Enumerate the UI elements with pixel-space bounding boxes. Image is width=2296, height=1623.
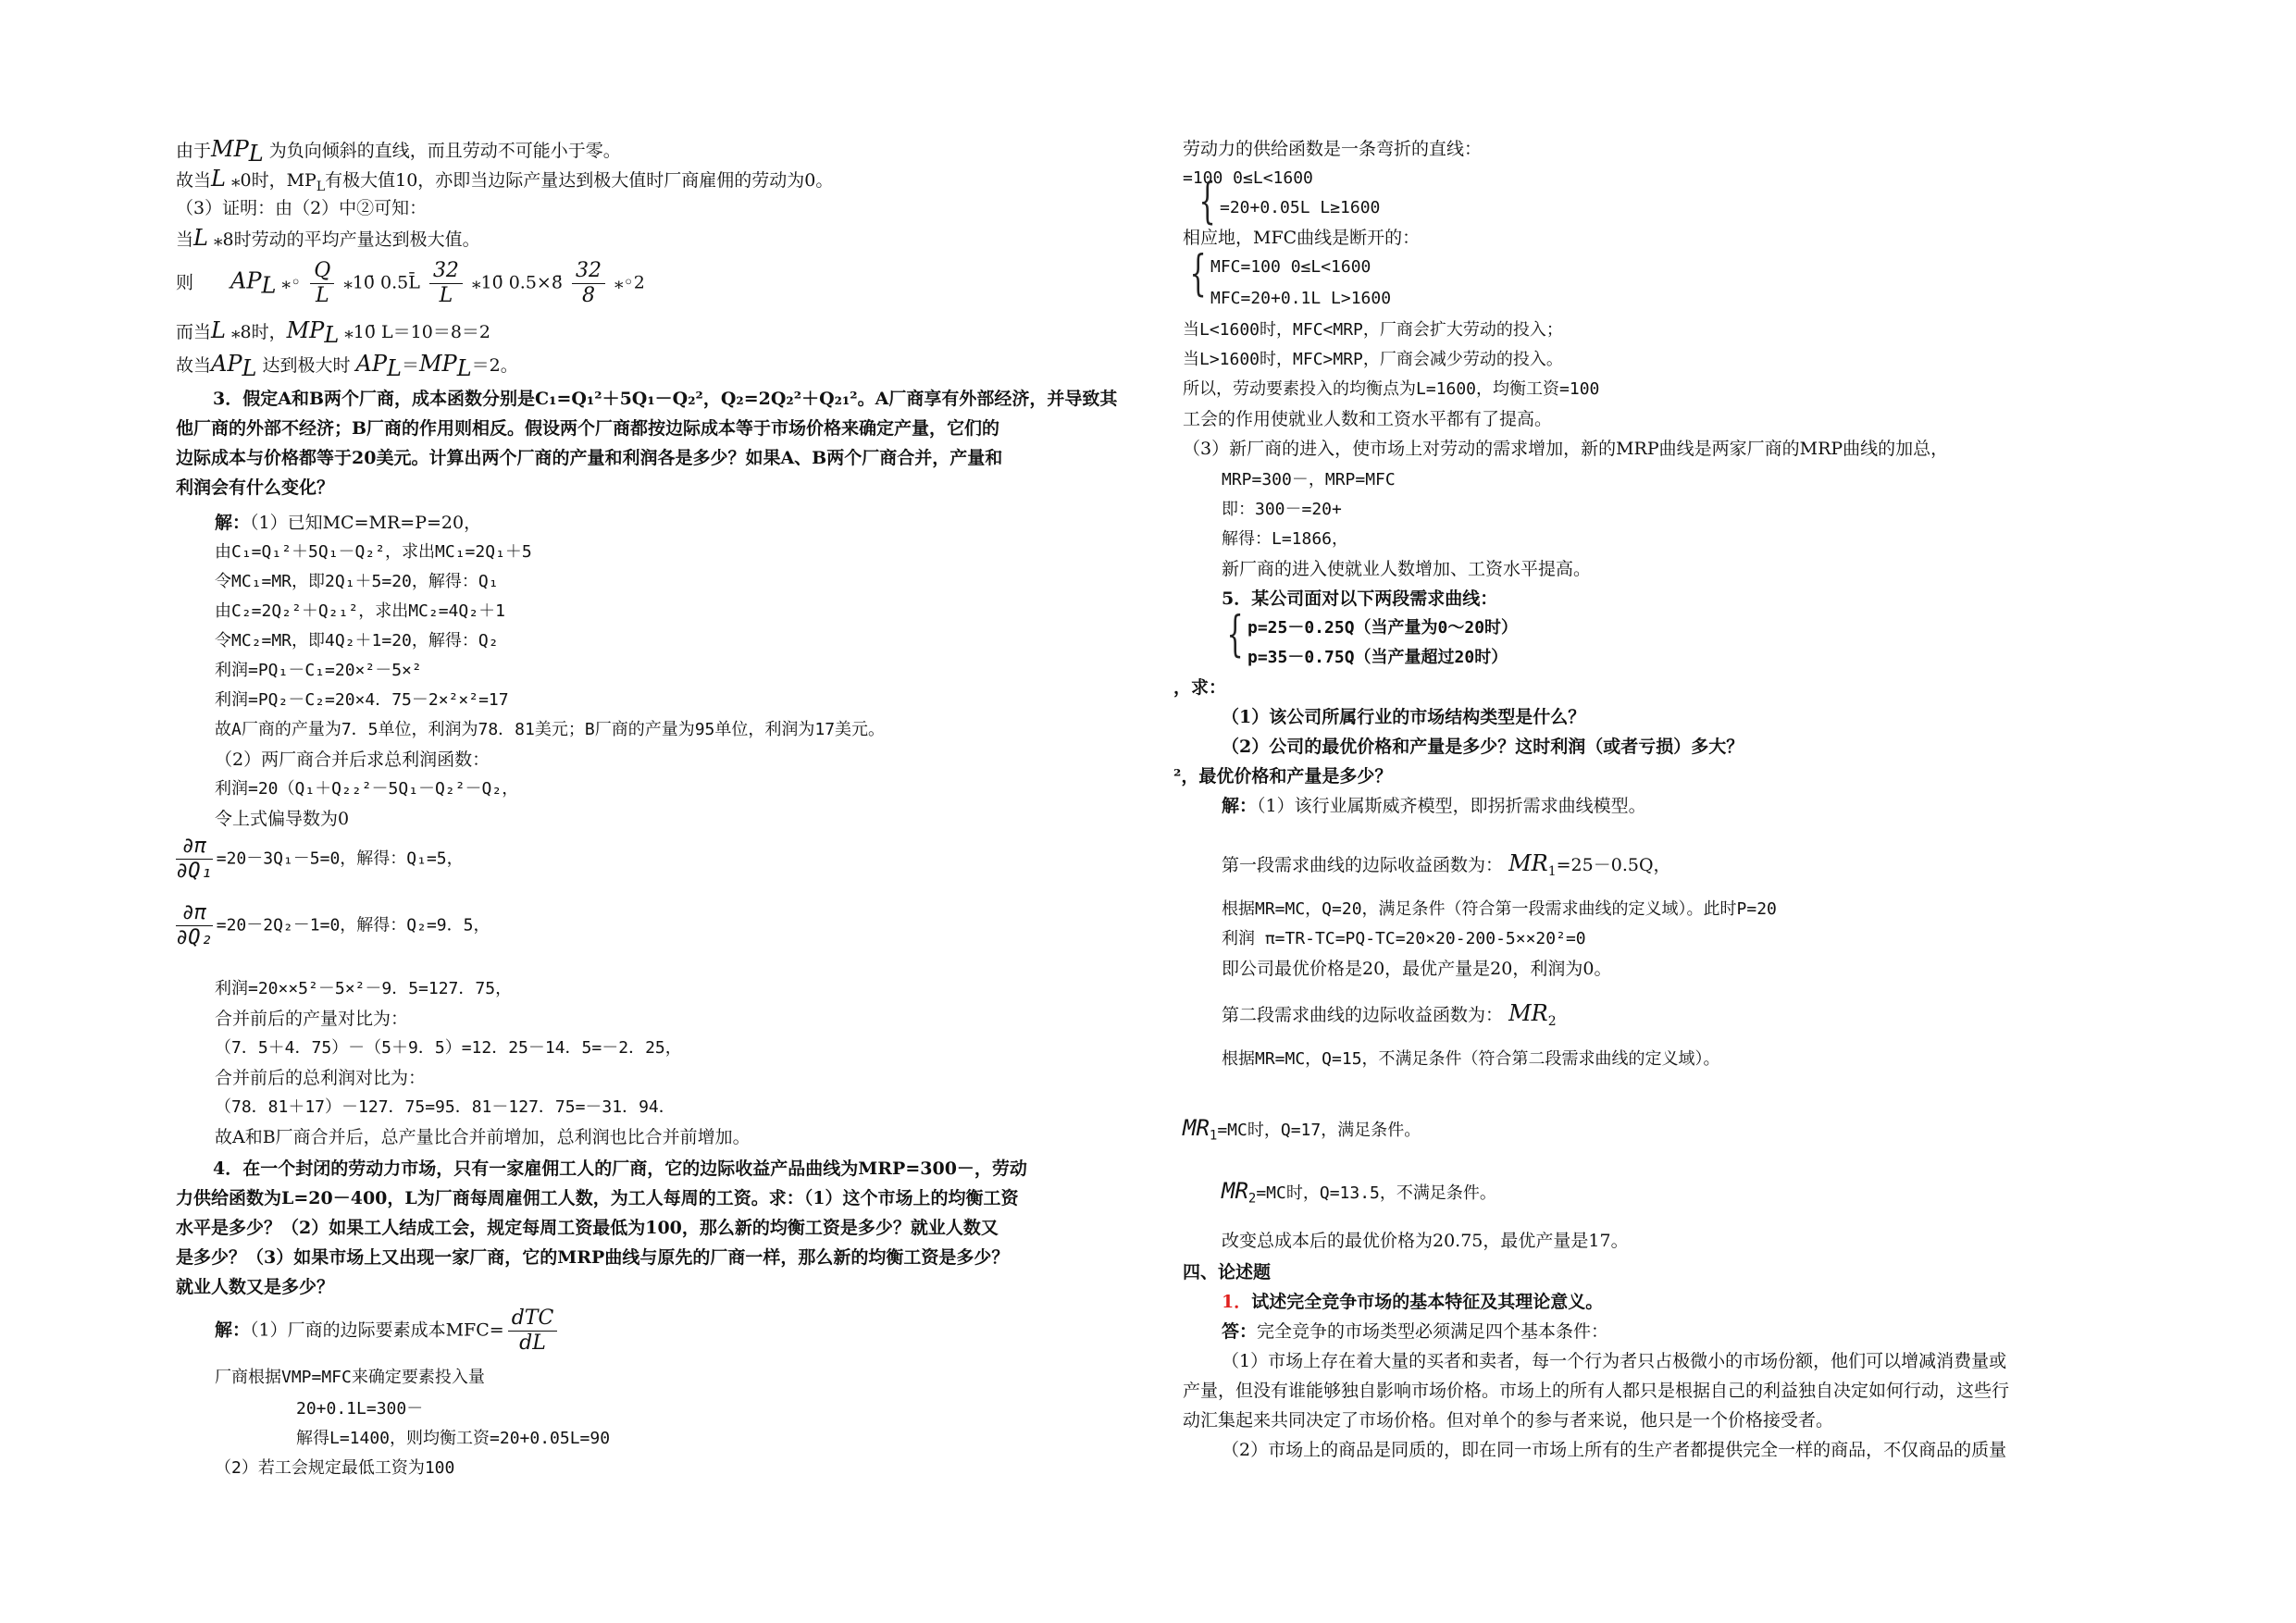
answer-line: 令上式偏导数为0	[215, 809, 350, 829]
question-4: 水平是多少？（2）如果工人结成工会，规定每周工资最低为100，那么新的均衡工资是多少？就业人数又	[176, 1218, 999, 1238]
text-line: 工会的作用使就业人数和工资水平都有了提高。	[1183, 409, 1553, 429]
text-line: 新厂商的进入使就业人数增加、工资水平提高。	[1222, 559, 1592, 579]
answer-line: 改变总成本后的最优价格为20.75，最优产量是17。	[1222, 1231, 1629, 1251]
answer-line: （2）市场上的商品是同质的，即在同一市场上所有的生产者都提供完全一样的商品，不仅商品的质量	[1222, 1440, 2007, 1460]
question-4: 就业人数又是多少？	[176, 1277, 335, 1297]
answer-line: 厂商根据VMP=MFC来确定要素投入量	[215, 1368, 485, 1387]
text-line: 即：300－=20+	[1222, 500, 1342, 519]
answer-line: 答：完全竞争的市场类型必须满足四个基本条件：	[1222, 1321, 1609, 1342]
text-line: 当L ⁎8时劳动的平均产量达到极大值。	[176, 225, 480, 251]
question-3: 他厂商的外部不经济；B厂商的作用则相反。假设两个厂商都按边际成本等于市场价格来确定产量，它们的	[176, 418, 1000, 439]
fraction: $\frac{Q}{L}$	[310, 259, 334, 308]
answer-line: 利润=PQ₁－C₁=20×²－5×²	[215, 661, 422, 680]
question-3: 利润会有什么变化？	[176, 477, 335, 498]
text-line: 相应地，MFC曲线是断开的：	[1183, 228, 1421, 248]
answer-line: （2）两厂商合并后求总利润函数：	[215, 750, 490, 770]
answer-line: 由C₂=2Q₂²＋Q₂₁²，求出MC₂=4Q₂＋1	[215, 601, 505, 621]
text-line: （3）证明：由（2）中②可知：	[176, 198, 428, 218]
answer-line: （7．5＋4．75）－（5＋9．5）=12．25－14．5=－2．25，	[215, 1038, 682, 1058]
answer-line: 解：（1）已知MC=MR=P=20，	[215, 513, 482, 533]
fraction: $\frac{32}{L}$	[429, 259, 463, 308]
text-line: =20+0.05L L≥1600	[1220, 198, 1381, 217]
question-4: 4．在一个封闭的劳动力市场，只有一家雇佣工人的厂商，它的边际收益产品曲线为MRP=300－，劳动	[213, 1158, 1027, 1179]
answer-line: $MR_2=MC$时，Q=13.5，不满足条件。	[1222, 1178, 1496, 1207]
partial-derivative: $\frac{\partial\pi}{\text{∂Q₁}}$	[176, 835, 213, 883]
question-5: （1）该公司所属行业的市场结构类型是什么？	[1222, 707, 1586, 727]
text-line: 所以，劳动要素投入的均衡点为L=1600，均衡工资=100	[1183, 379, 1600, 399]
brace-icon: {	[1198, 174, 1216, 229]
brace-icon: {	[1226, 607, 1244, 663]
text-line: MRP=300－，MRP=MFC	[1222, 470, 1396, 489]
answer-line: （2）若工会规定最低工资为100	[215, 1458, 455, 1478]
text-line: MFC=100 0≤L<1600	[1210, 257, 1371, 277]
math-line: 则 $AP_L$ ⁎◦ $\frac{Q}{L}$ ⁎10̄ 0.5L̄ $\frac{32}{L}$ ⁎10̄ 0.5×8̄ $\frac{32}{8}$ ⁎◦2	[176, 259, 645, 307]
question-3: 边际成本与价格都等于20美元。计算出两个厂商的产量和利润各是多少？如果A、B两个厂商合并，产量和	[176, 448, 1003, 468]
answer-line: 由C₁=Q₁²＋5Q₁－Q₂²，求出MC₁=2Q₁＋5	[215, 542, 532, 562]
answer-line: 利润 π=TR-TC=PQ-TC=20×20-200-5××20²=0	[1222, 929, 1586, 948]
math-line: $\frac{\partial\pi}{\text{∂Q₂}}$ =20－2Q₂－1=0，解得：Q₂=9．5，	[176, 901, 490, 949]
answer-line: 动汇集起来共同决定了市场价格。但对单个的参与者来说，他只是一个价格接受者。	[1183, 1410, 1834, 1431]
math-line: $\frac{\partial\pi}{\text{∂Q₁}}$ =20－3Q₁－5=0，解得：Q₁=5，	[176, 835, 464, 883]
answer-line: 即公司最优价格是20，最优产量是20，利润为0。	[1222, 959, 1612, 979]
question-4: 力供给函数为L=20－400，L为厂商每周雇佣工人数，为工人每周的工资。求：（1）这个市场上的均衡工资	[176, 1188, 1019, 1208]
text-line: 而当L ⁎8时，$MP_L$ ⁎10̄ L＝10＝8＝2	[176, 317, 490, 348]
text-line: MFC=20+0.1L L>1600	[1210, 289, 1392, 308]
answer-line: 令MC₁=MR，即2Q₁＋5=20，解得：Q₁	[215, 572, 499, 591]
section-heading: 四、论述题	[1183, 1262, 1272, 1282]
text-line: 故当$AP_L$ 达到极大时 $AP_L=MP_L=2$。	[176, 351, 518, 381]
answer-line: 利润=PQ₂－C₂=20×4．75－2×²×²=17	[215, 690, 509, 710]
question-4: 是多少？（3）如果市场上又出现一家厂商，它的MRP曲线与原先的厂商一样，那么新的均衡工资是多少？	[176, 1247, 1010, 1268]
answer-line: 故A和B厂商合并后，总产量比合并前增加，总利润也比合并前增加。	[215, 1127, 751, 1147]
text-line: =100 0≤L<1600	[1183, 168, 1313, 188]
question-5: ²，最优价格和产量是多少？	[1173, 766, 1393, 787]
answer-line: 合并前后的总利润对比为：	[215, 1068, 427, 1088]
derivative: $\frac{\text{dTC}}{dL}$	[508, 1307, 558, 1356]
question-3: 3．假定A和B两个厂商，成本函数分别是C₁=Q₁²＋5Q₁－Q₂²，Q₂=2Q₂²＋Q₂₁²。A厂商享有外部经济，并导致其	[213, 389, 1118, 409]
answer-line: 利润=20××5²－5×²－9．5=127．75，	[215, 979, 513, 998]
question-5: 5．某公司面对以下两段需求曲线：	[1222, 588, 1498, 609]
text-line: 故当L ⁎0时，$MP_L$有极大值10，亦即当边际产量达到极大值时厂商雇佣的劳动为0。	[176, 166, 834, 194]
brace-icon: {	[1189, 246, 1207, 302]
text-line: （3）新厂商的进入，使市场上对劳动的需求增加，新的MRP曲线是两家厂商的MRP曲线的加总，	[1183, 439, 1949, 459]
question-5: ，求：	[1173, 677, 1227, 698]
answer-line: 解：（1）厂商的边际要素成本MFC= $\frac{\text{dTC}}{dL}$	[215, 1307, 561, 1356]
text-line: 当L>1600时，MFC>MRP，厂商会减少劳动的投入。	[1183, 350, 1563, 369]
question-5: p=35－0.75Q（当产量超过20时）	[1247, 648, 1508, 667]
answer-line: 利润=20（Q₁＋Q₂₂²－5Q₁－Q₂²－Q₂，	[215, 779, 519, 799]
text-line: 由于$MP_L$ 为负向倾斜的直线，而且劳动不可能小于零。	[176, 136, 621, 167]
question-5: p=25－0.25Q（当产量为0～20时）	[1247, 618, 1519, 638]
fraction: $\frac{32}{8}$	[572, 259, 605, 308]
answer-line: 解得L=1400，则均衡工资=20+0.05L=90	[296, 1429, 611, 1448]
text-line: 解得：L=1866，	[1222, 529, 1349, 549]
answer-line: （1）市场上存在着大量的买者和卖者，每一个行为者只占极微小的市场份额，他们可以增减消费量或	[1222, 1351, 2007, 1371]
text-line: 当L<1600时，MFC<MRP，厂商会扩大劳动的投入；	[1183, 320, 1563, 340]
question-5: （2）公司的最优价格和产量是多少？这时利润（或者亏损）多大？	[1222, 737, 1744, 757]
answer-line: 根据MR=MC，Q=20，满足条件（符合第一段需求曲线的定义域）。此时P=20	[1222, 899, 1777, 919]
answer-line: （78．81＋17）－127．75=95．81－127．75=－31．94．	[215, 1097, 676, 1117]
answer-line: 解：（1）该行业属斯威齐模型，即拐折需求曲线模型。	[1222, 796, 1646, 816]
answer-line: 合并前后的产量对比为：	[215, 1009, 409, 1029]
answer-line: 产量，但没有谁能够独自影响市场价格。市场上的所有人都只是根据自己的利益独自决定如何行动，这些行	[1183, 1381, 2010, 1401]
partial-derivative: $\frac{\partial\pi}{\text{∂Q₂}}$	[176, 901, 213, 949]
answer-line: 第二段需求曲线的边际收益函数为： $MR_2$	[1222, 1000, 1557, 1029]
answer-line: 故A厂商的产量为7．5单位，利润为78．81美元；B厂商的产量为95单位，利润为17美元。	[215, 720, 886, 739]
answer-line: 根据MR=MC，Q=15，不满足条件（符合第二段需求曲线的定义域）。	[1222, 1049, 1720, 1069]
answer-line: 第一段需求曲线的边际收益函数为： $MR_1=25-0.5Q$，	[1222, 850, 1671, 879]
answer-line: 令MC₂=MR，即4Q₂＋1=20，解得：Q₂	[215, 631, 499, 650]
essay-question-1: 1．试述完全竞争市场的基本特征及其理论意义。	[1222, 1292, 1604, 1312]
answer-line: 20+0.1L=300－	[296, 1399, 424, 1419]
text-line: 劳动力的供给函数是一条弯折的直线：	[1183, 139, 1483, 159]
answer-line: $MR_1=MC$时，Q=17，满足条件。	[1183, 1115, 1421, 1144]
